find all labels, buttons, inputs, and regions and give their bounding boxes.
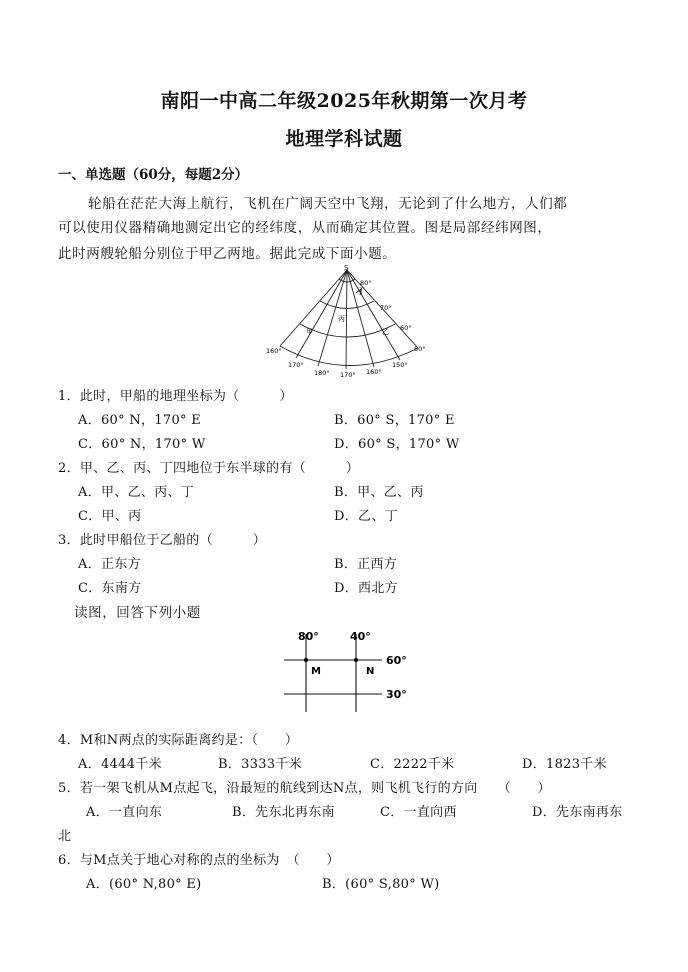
q2-option-c: C．甲、丙 (78, 509, 142, 524)
lon-label-180: 180° (314, 369, 330, 377)
place-jia: 甲 (306, 328, 313, 336)
intro-line-1: 轮船在茫茫大海上航行，飞机在广阔天空中飞翔，无论到了什么地方，人们都 (88, 196, 568, 212)
grid-figure (278, 628, 418, 712)
q1-option-a: A．60° N，170° E (78, 413, 202, 428)
q1-option-d: D．60° S，170° W (334, 437, 460, 452)
lat-label-60: 60° (400, 324, 412, 332)
point-m-label: M (311, 666, 321, 677)
point-n-marker (354, 658, 358, 662)
lat-label-50: 50° (414, 345, 426, 353)
intro-line-3: 此时两艘轮船分别位于甲乙两地。据此完成下面小题。 (58, 246, 397, 262)
q5-option-c: C．一直向西 (380, 805, 457, 820)
q4-option-b: B．3333千米 (218, 757, 303, 772)
lon-label-40: 40° (350, 630, 371, 643)
intro-line-2: 可以使用仪器精确地测定出它的经纬度，从而确定其位置。图是局部经纬网图， (58, 220, 552, 236)
q4-option-d: D．1823千米 (522, 757, 607, 772)
q2-option-d: D．乙、丁 (334, 509, 398, 524)
q2-stem: 2．甲、乙、丙、丁四地位于东半球的有（ ） (58, 461, 360, 476)
q3-option-c: C．东南方 (78, 581, 142, 596)
lon-label-170-left: 170° (288, 361, 304, 369)
point-m-marker (304, 658, 308, 662)
lon-label-170-right: 170° (340, 371, 356, 379)
lon-label-80: 80° (298, 630, 319, 643)
graticule-lines (280, 270, 418, 369)
q6-option-a: A．(60° N,80° E) (86, 877, 202, 892)
lon-label-150: 150° (392, 361, 408, 369)
meridian-line (280, 270, 347, 346)
place-yi: 乙 (382, 328, 389, 336)
q3-stem: 3．此时甲船位于乙船的（ ） (58, 533, 267, 548)
q6-option-b: B．(60° S,80° W) (322, 877, 440, 892)
q5-stem: 5．若一架飞机从M点起飞，沿最短的航线到达N点，则飞机飞行的方向 （ ） (58, 781, 551, 796)
q5-option-d-continued: 北 (58, 829, 72, 844)
q2-option-b: B．甲、乙、丙 (334, 485, 424, 500)
point-n-label: N (366, 666, 375, 677)
lat-label-80: 80° (360, 279, 372, 287)
graticule-figure (260, 264, 440, 380)
lat-label-60: 60° (386, 654, 407, 667)
read-prompt: 读图，回答下列小题 (74, 605, 201, 621)
q4-stem: 4．M和N两点的实际距离约是：（ ） (58, 733, 299, 748)
pole-label: S (344, 264, 349, 272)
q5-option-b: B．先东北再东南 (232, 805, 335, 820)
meridian-line (347, 270, 400, 360)
q3-option-d: D．西北方 (334, 581, 398, 596)
q1-stem: 1．此时，甲船的地理坐标为（ ） (58, 389, 293, 404)
q5-option-d: D．先东南再东 (532, 805, 623, 820)
lon-label-160-left: 160° (266, 347, 282, 355)
lon-label-160-right: 160° (366, 368, 382, 376)
exam-title: 南阳一中高二年级2025年秋期第一次月考 (160, 90, 528, 112)
meridian-line (346, 270, 347, 369)
lat-label-70: 70° (380, 304, 392, 312)
q4-option-c: C．2222千米 (370, 757, 455, 772)
q4-option-a: A．4444千米 (78, 757, 162, 772)
place-ding: 丁 (358, 287, 365, 295)
section-heading: 一、单选题（60分，每题2分） (58, 167, 249, 183)
exam-subtitle: 地理学科试题 (285, 128, 403, 150)
q5-option-a: A．一直向东 (86, 805, 163, 820)
place-bing: 丙 (338, 315, 345, 323)
lat-label-30: 30° (386, 688, 407, 701)
q3-option-b: B．正西方 (334, 557, 398, 572)
meridian-line (296, 270, 347, 358)
q2-option-a: A．甲、乙、丙、丁 (78, 485, 195, 500)
q1-option-c: C．60° N，170° W (78, 437, 206, 452)
q1-option-b: B．60° S，170° E (334, 413, 455, 428)
q3-option-a: A．正东方 (78, 557, 141, 572)
q6-stem: 6．与M点关于地心对称的点的坐标为 （ ） (58, 853, 340, 868)
